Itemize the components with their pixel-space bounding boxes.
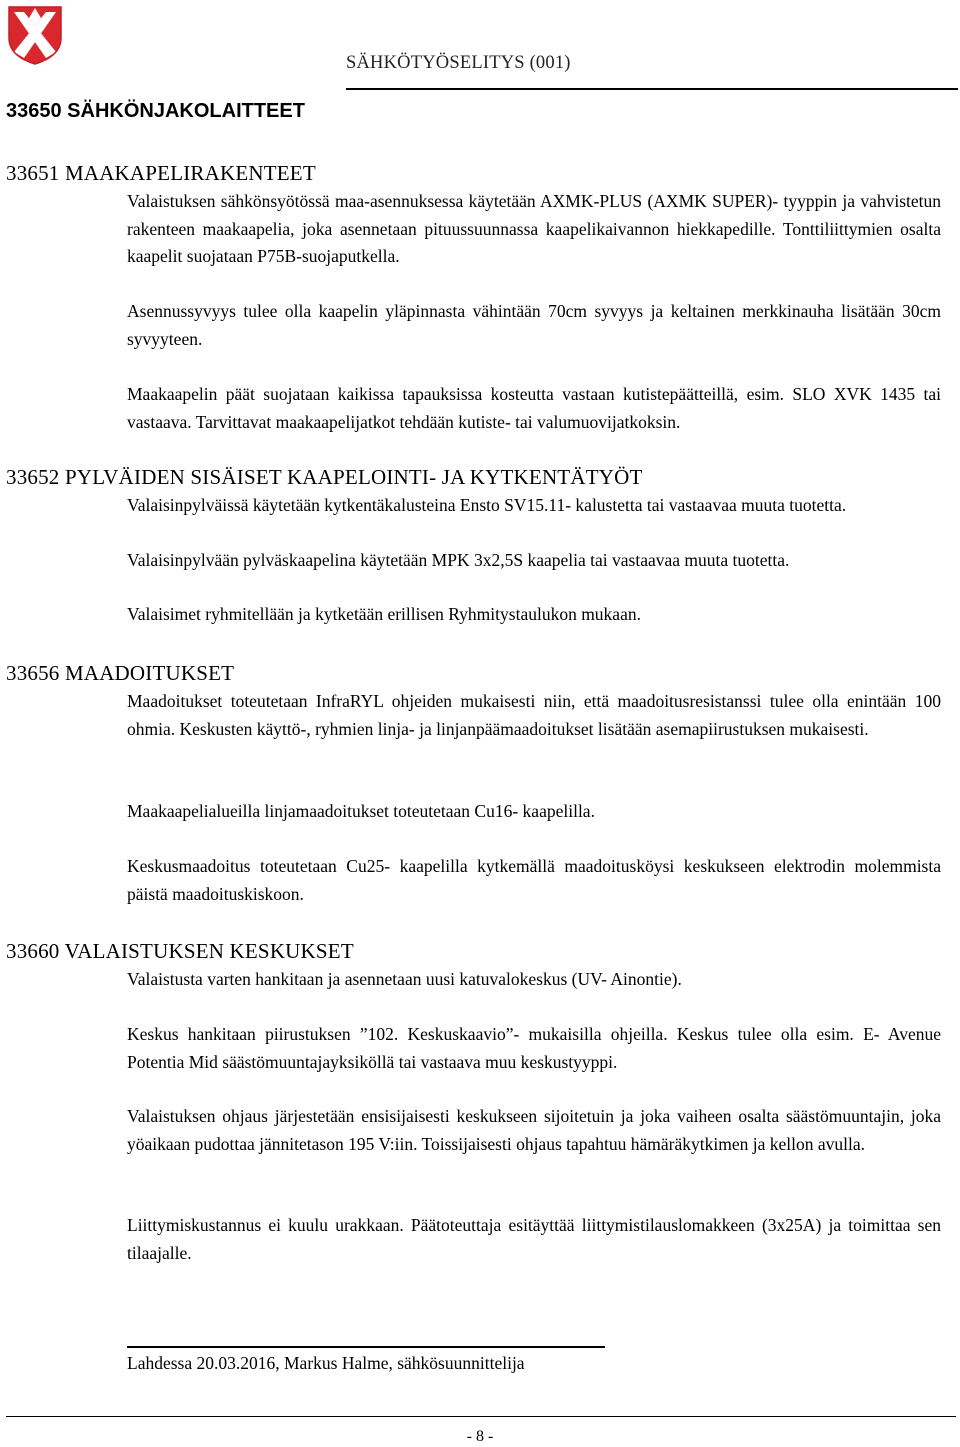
section-heading-33660: 33660 VALAISTUKSEN KESKUKSET xyxy=(6,939,354,963)
paragraph: Keskus hankitaan piirustuksen ”102. Keskuskaavio”- mukaisilla ohjeilla. Keskus tulee olla esim. E- Avenue Potentia Mid säästömuuntajayksiköllä tai vastaava muu keskustyyppi. xyxy=(127,1024,941,1072)
main-heading: 33650 SÄHKÖNJAKOLAITTEET xyxy=(6,100,305,122)
paragraph: Valaistusta varten hankitaan ja asennetaan uusi katuvalokeskus (UV- Ainontie). xyxy=(127,969,682,989)
signature-rule xyxy=(127,1346,605,1348)
paragraph: Liittymiskustannus ei kuulu urakkaan. Päätoteuttaja esitäyttää liittymistilauslomakkeen (3x25A) ja toimittaa sen tilaajalle. xyxy=(127,1215,941,1263)
page-number: - 8 - xyxy=(466,1428,494,1445)
header-rule xyxy=(346,88,958,90)
footer-rule xyxy=(6,1416,956,1417)
paragraph: Maakaapelialueilla linjamaadoitukset toteutetaan Cu16- kaapelilla. xyxy=(127,801,595,821)
paragraph: Maadoitukset toteutetaan InfraRYL ohjeiden mukaisesti niin, että maadoitusresistanssi tulee olla enintään 100 ohmia. Keskusten käyttö-, ryhmien linja- ja linjanpäämaadoitukset lisätään asemapiirustuksen mukaisesti. xyxy=(127,691,941,739)
paragraph: Keskusmaadoitus toteutetaan Cu25- kaapelilla kytkemällä maadoitusköysi keskukseen elektrodin molemmista päistä maadoituskiskoon. xyxy=(127,856,941,904)
paragraph: Maakaapelin päät suojataan kaikissa tapauksissa kosteutta vastaan kutistepäätteillä, esim. SLO XVK 1435 tai vastaava. Tarvittavat maakaapelijatkot tehdään kutiste- tai valumuovijatkoksin. xyxy=(127,384,941,432)
paragraph: Valaisinpylvään pylväskaapelina käytetään MPK 3x2,5S kaapelia tai vastaavaa muuta tuotetta. xyxy=(127,550,790,570)
paragraph: Valaistuksen sähkönsyötössä maa-asennuksessa käytetään AXMK-PLUS (AXMK SUPER)- tyyppin ja vahvistetun rakenteen maakaapelia, joka asennetaan pituussuunnassa kaapelikaivannon hiekkapedille. Tonttiliittymien osalta kaapelit suojataan P75B-suojaputkella. xyxy=(127,191,941,266)
section-heading-33652: 33652 PYLVÄIDEN SISÄISET KAAPELOINTI- JA KYTKENTÄTYÖT xyxy=(6,465,643,489)
signature: Lahdessa 20.03.2016, Markus Halme, sähkösuunnittelija xyxy=(127,1353,525,1373)
paragraph: Valaistuksen ohjaus järjestetään ensisijaisesti keskukseen sijoitetuin ja joka vaiheen osalta säästömuuntajin, joka yöaikaan pudottaa jännitetason 195 V:iin. Toissijaisesti ohjaus tapahtuu hämäräkytkimen ja kellon avulla. xyxy=(127,1106,941,1154)
paragraph: Valaisimet ryhmitellään ja kytketään erillisen Ryhmitystaulukon mukaan. xyxy=(127,604,641,624)
section-heading-33656: 33656 MAADOITUKSET xyxy=(6,661,235,685)
document-title: SÄHKÖTYÖSELITYS (001) xyxy=(346,53,571,73)
section-heading-33651: 33651 MAAKAPELIRAKENTEET xyxy=(6,161,316,185)
paragraph: Asennussyvyys tulee olla kaapelin yläpinnasta vähintään 70cm syvyys ja keltainen merkkinauha lisätään 30cm syvyyteen. xyxy=(127,301,941,349)
coat-of-arms-logo-icon xyxy=(6,4,64,66)
paragraph: Valaisinpylväissä käytetään kytkentäkalusteina Ensto SV15.11- kalustetta tai vastaavaa muuta tuotetta. xyxy=(127,495,847,515)
